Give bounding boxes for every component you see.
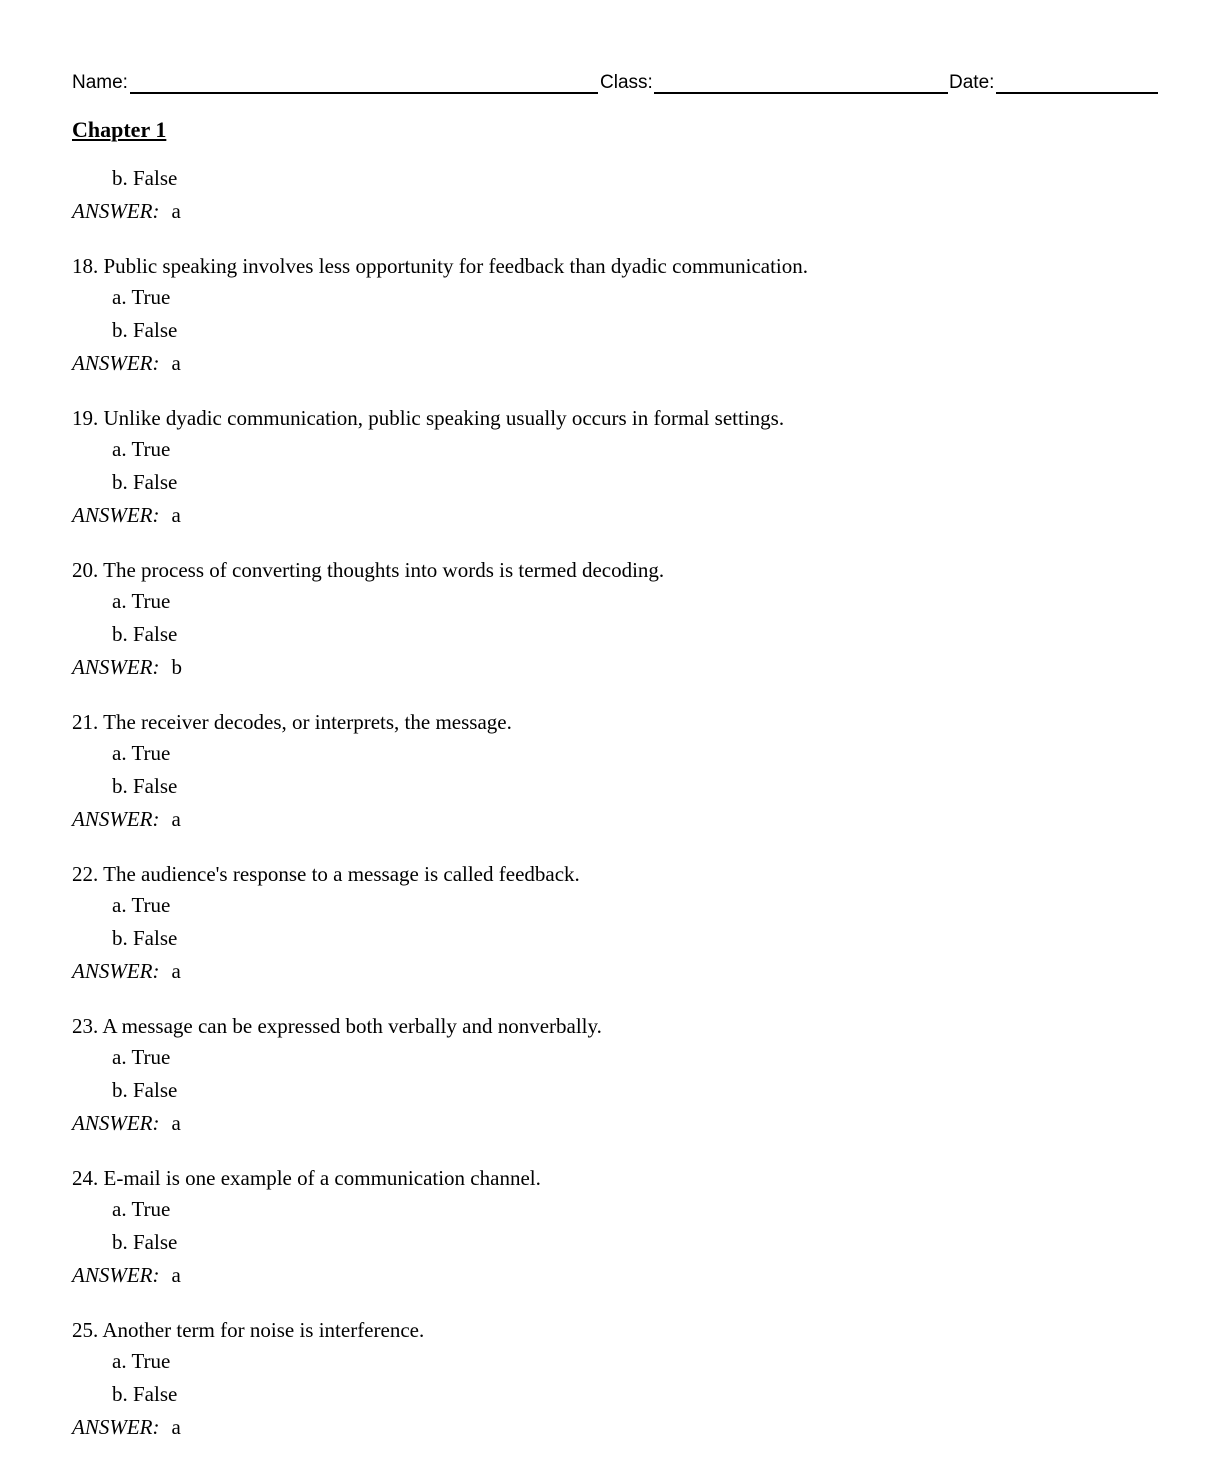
answer-line: [72, 804, 1172, 837]
answer-line: [72, 196, 1172, 229]
chapter-title: Chapter 1: [72, 117, 167, 142]
answer-value: a: [171, 1111, 181, 1135]
option-a: a. True: [112, 1349, 171, 1373]
answer-line: [72, 348, 1172, 381]
date-label: Date:: [949, 72, 995, 93]
question-list: [72, 163, 1172, 1445]
answer-label: ANSWER:: [72, 351, 160, 375]
class-label: Class:: [600, 72, 653, 93]
question-text: 21. The receiver decodes, or interprets, the message.: [72, 710, 512, 734]
question-item: [72, 859, 1172, 989]
option-a: a. True: [112, 741, 171, 765]
answer-value: a: [171, 199, 181, 223]
name-blank-line: [130, 92, 598, 94]
answer-label: ANSWER:: [72, 807, 160, 831]
answer-label: ANSWER:: [72, 199, 160, 223]
question-item: [72, 403, 1172, 533]
option-b: b. False: [112, 166, 178, 190]
answer-line: [72, 1108, 1172, 1141]
answer-label: ANSWER:: [72, 1415, 160, 1439]
question-item: [72, 1163, 1172, 1293]
answer-label: ANSWER:: [72, 503, 160, 527]
question-text: 18. Public speaking involves less opportunity for feedback than dyadic communication.: [72, 254, 809, 278]
option-b: b. False: [112, 470, 178, 494]
question-text: 19. Unlike dyadic communication, public speaking usually occurs in formal settings.: [72, 406, 785, 430]
question-item: [72, 1011, 1172, 1141]
student-info-header: [72, 70, 1160, 96]
question-item: [72, 251, 1172, 381]
answer-line: [72, 1412, 1172, 1445]
question-item: [72, 1315, 1172, 1445]
answer-line: [72, 956, 1172, 989]
option-b: b. False: [112, 774, 178, 798]
option-a: a. True: [112, 285, 171, 309]
question-text: 24. E-mail is one example of a communication channel.: [72, 1166, 541, 1190]
answer-value: a: [171, 351, 181, 375]
class-blank-line: [654, 92, 948, 94]
option-a: a. True: [112, 893, 171, 917]
question-text: 22. The audience's response to a message is called feedback.: [72, 862, 580, 886]
answer-label: ANSWER:: [72, 1263, 160, 1287]
question-item: [72, 707, 1172, 837]
question-text: 20. The process of converting thoughts into words is termed decoding.: [72, 558, 665, 582]
option-a: a. True: [112, 1197, 171, 1221]
option-a: a. True: [112, 1045, 171, 1069]
date-blank-line: [996, 92, 1158, 94]
option-b: b. False: [112, 318, 178, 342]
answer-value: a: [171, 1263, 181, 1287]
answer-line: [72, 500, 1172, 533]
answer-line: [72, 652, 1172, 685]
answer-value: a: [171, 503, 181, 527]
question-item: [72, 555, 1172, 685]
question-text: 25. Another term for noise is interference.: [72, 1318, 425, 1342]
answer-value: b: [171, 655, 182, 679]
option-b: b. False: [112, 926, 178, 950]
option-b: b. False: [112, 1078, 178, 1102]
option-b: b. False: [112, 622, 178, 646]
option-b: b. False: [112, 1382, 178, 1406]
name-label: Name:: [72, 72, 128, 93]
answer-label: ANSWER:: [72, 655, 160, 679]
carryover-question: [72, 163, 1172, 229]
answer-label: ANSWER:: [72, 959, 160, 983]
answer-line: [72, 1260, 1172, 1293]
answer-value: a: [171, 1415, 181, 1439]
answer-value: a: [171, 959, 181, 983]
answer-value: a: [171, 807, 181, 831]
option-b: b. False: [112, 1230, 178, 1254]
option-a: a. True: [112, 589, 171, 613]
question-text: 23. A message can be expressed both verbally and nonverbally.: [72, 1014, 602, 1038]
answer-label: ANSWER:: [72, 1111, 160, 1135]
option-a: a. True: [112, 437, 171, 461]
